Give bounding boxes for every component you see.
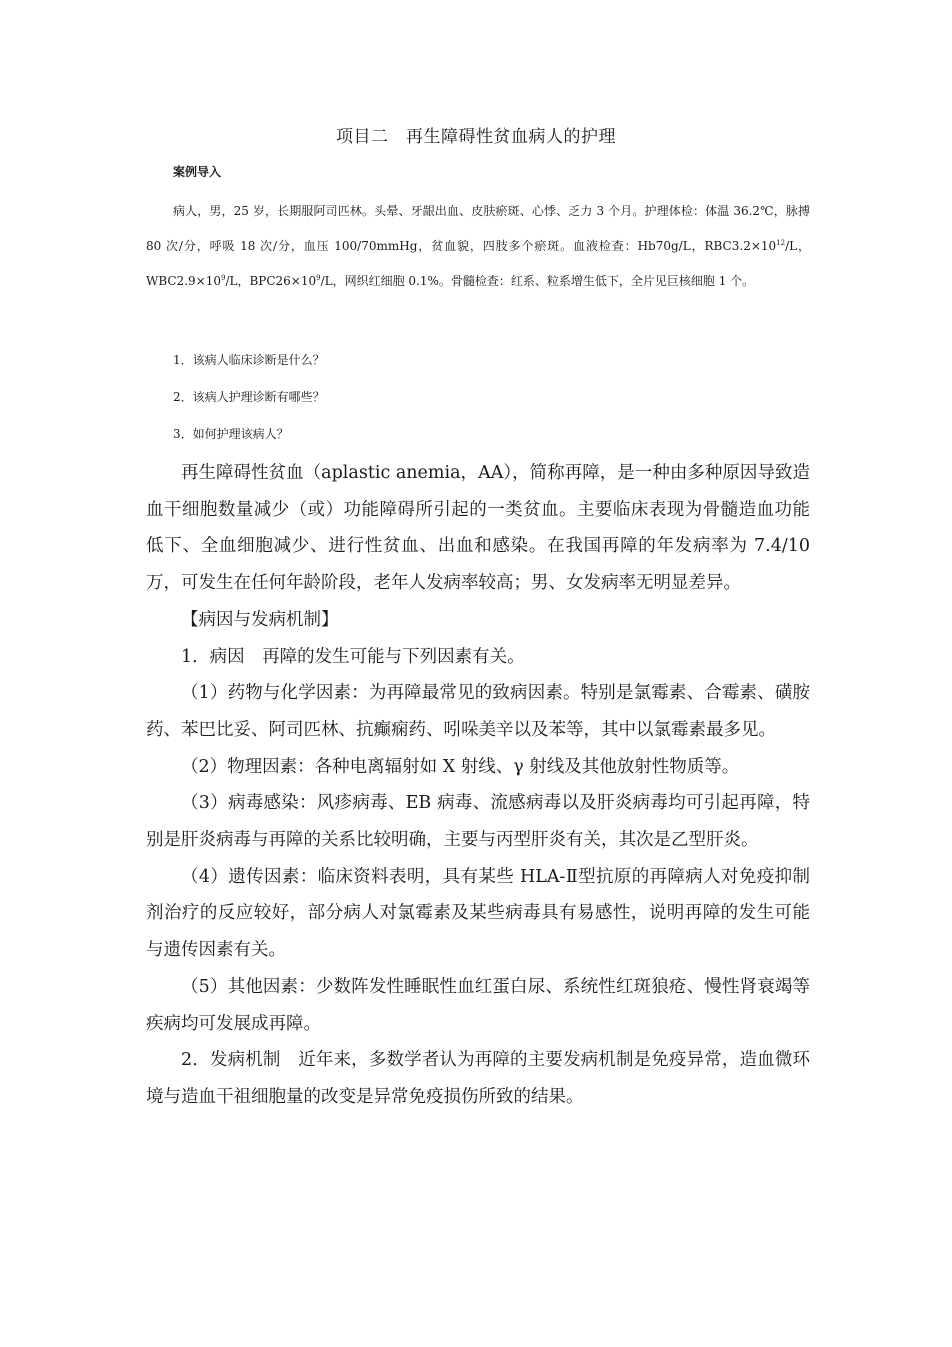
case-text-4: /L，网织红细胞 0.1%。骨髓检查：红系、粒系增生低下，全片见巨核细胞 1 个。 [320, 274, 755, 288]
question-2: 2．该病人护理诊断有哪些？ [173, 390, 325, 404]
paragraph-drug-chemical: （1）药物与化学因素：为再障最常见的致病因素。特别是氯霉素、合霉素、磺胺药、苯巴比妥、阿司匹林、抗癫痫药、吲哚美辛以及苯等，其中以氯霉素最多见。 [146, 683, 810, 740]
case-text-1: 病人，男，25 岁，长期服阿司匹林。头晕、牙龈出血、皮肤瘀斑、心悸、乏力 3 个月。护理体检：体温 36.2℃，脉搏 80 次/分，呼吸 18 次/分，血压 100/70mmHg，贫血貌，四肢多个瘀斑。血液检查：Hb70g/L，RBC3.2×10 [146, 204, 810, 253]
case-description [146, 194, 810, 299]
page-title: 项目二 再生障碍性贫血病人的护理 [336, 127, 616, 147]
exponent-bpc: 9 [316, 274, 321, 282]
paragraph-mechanism: 2．发病机制 近年来，多数学者认为再障的主要发病机制是免疫异常，造血微环境与造血干祖细胞量的改变是异常免疫损伤所致的结果。 [146, 1050, 810, 1107]
question-3: 3．如何护理该病人？ [173, 427, 289, 441]
case-text-2: /L，WBC2.9×10 [146, 239, 810, 288]
intro-paragraph: 再生障碍性贫血（aplastic anemia，AA），简称再障，是一种由多种原因导致造血干细胞数量减少（或）功能障碍所引起的一类贫血。主要临床表现为骨髓造血功能低下、全血细胞减少、进行性贫血、出血和感染。在我国再障的年发病率为 7.4/10 万，可发生在任何年龄阶段，老年人发病率较高；男、女发病率无明显差异。 [146, 463, 810, 594]
paragraph-physical: （2）物理因素：各种电离辐射如 X 射线、γ 射线及其他放射性物质等。 [181, 756, 740, 777]
exponent-rbc: 12 [776, 239, 786, 247]
case-text-3: /L，BPC26×10 [225, 274, 317, 288]
body-text [146, 455, 810, 1116]
paragraph-genetic: （4）遗传因素：临床资料表明，具有某些 HLA-Ⅱ型抗原的再障病人对免疫抑制剂治疗的反应较好，部分病人对氯霉素及某些病毒具有易感性，说明再障的发生可能与遗传因素有关。 [146, 866, 810, 961]
question-1: 1．该病人临床诊断是什么？ [173, 353, 325, 367]
paragraph-viral: （3）病毒感染：风疹病毒、EB 病毒、流感病毒以及肝炎病毒均可引起再障，特别是肝炎病毒与再障的关系比较明确，主要与丙型肝炎有关，其次是乙型肝炎。 [146, 793, 810, 851]
subheading-cause: 1．病因 再障的发生可能与下列因素有关。 [181, 646, 525, 667]
case-heading: 案例导入 [173, 165, 222, 179]
paragraph-other: （5）其他因素：少数阵发性睡眠性血红蛋白尿、系统性红斑狼疮、慢性肾衰竭等疾病均可发展成再障。 [146, 976, 810, 1034]
section-heading-etiology: 【病因与发病机制】 [181, 609, 339, 630]
exponent-wbc: 9 [220, 274, 226, 282]
